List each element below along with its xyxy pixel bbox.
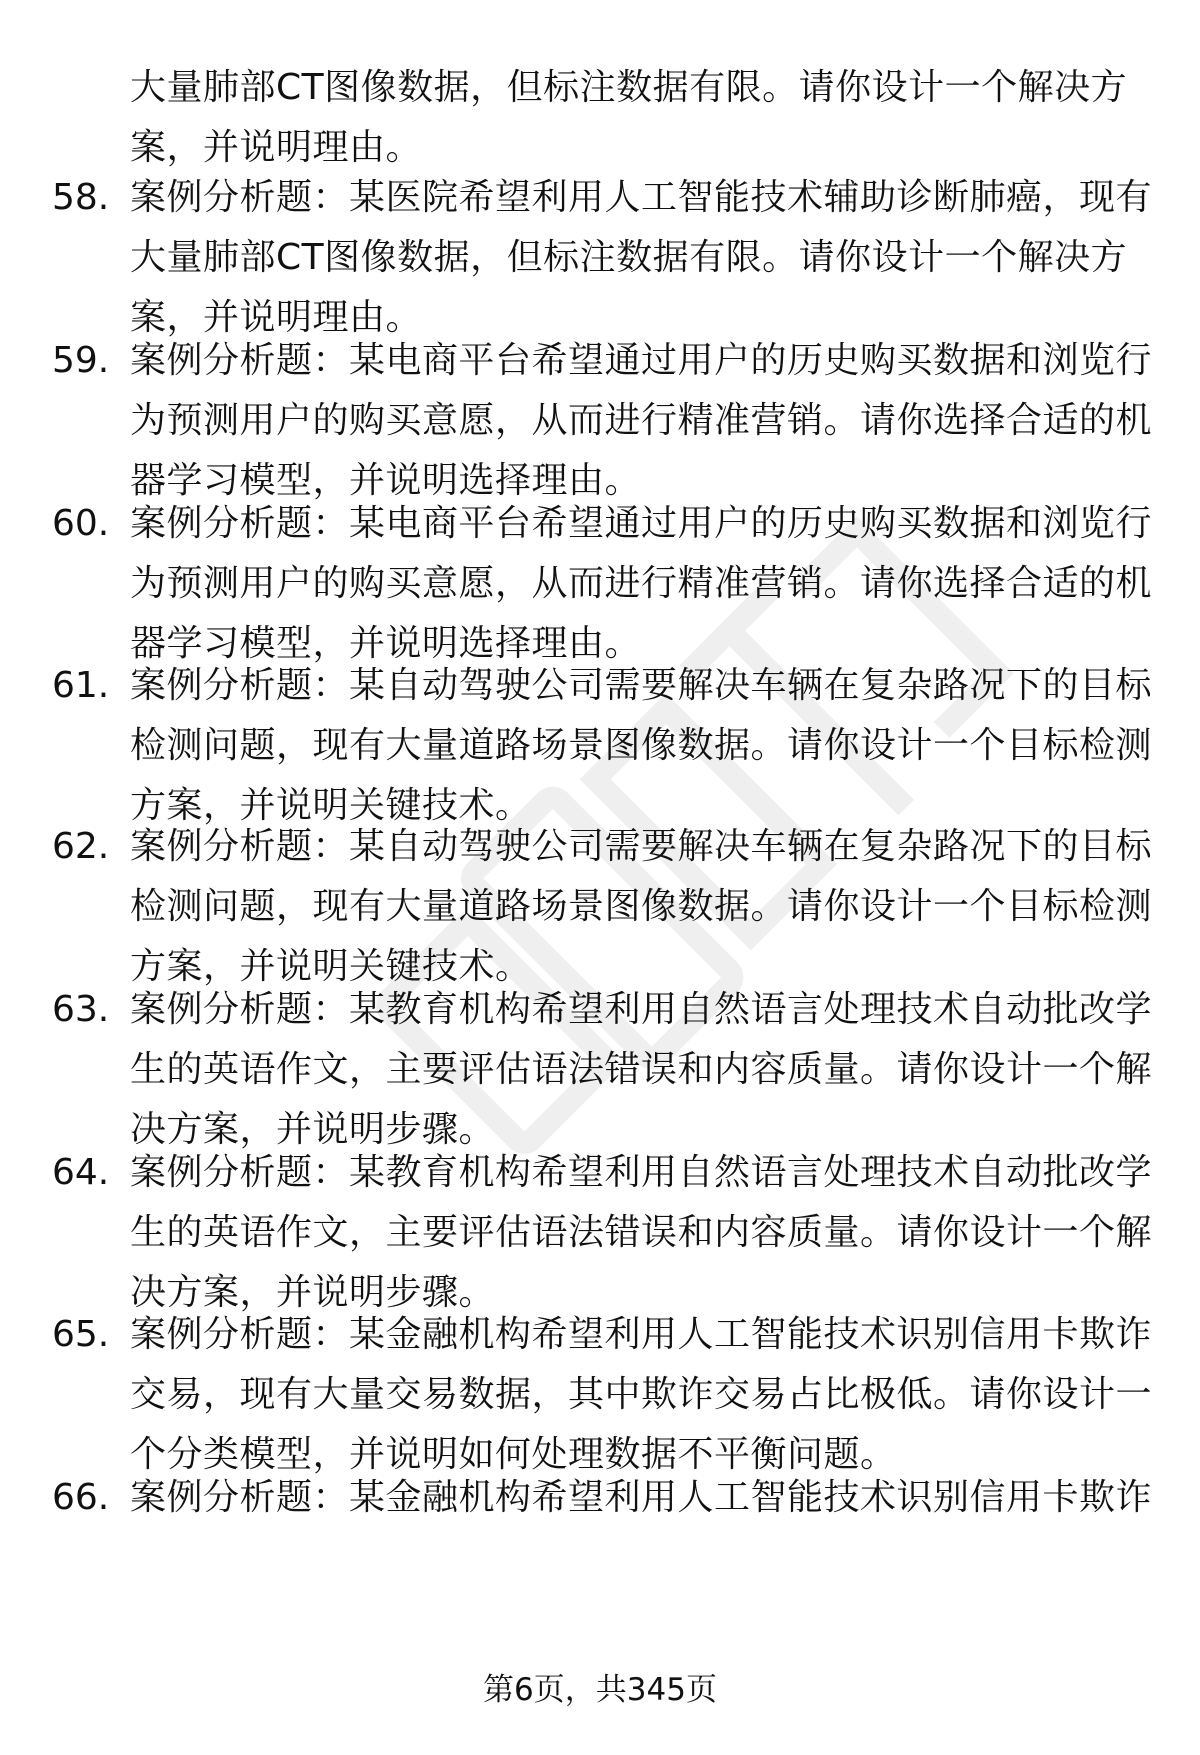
question-item <box>52 168 1153 348</box>
question-text <box>130 980 1153 1160</box>
text-line: 器学习模型，并说明选择理由。 <box>130 460 642 501</box>
question-item <box>52 1305 1153 1485</box>
text-line: 大量肺部CT图像数据，但标注数据有限。请你设计一个解决方 <box>130 237 1128 278</box>
question-text <box>130 331 1153 511</box>
page-footer: 第6页，共345页 <box>483 1672 717 1708</box>
text-line: 生的英语作文，主要评估语法错误和内容质量。请你设计一个解 <box>130 1049 1153 1090</box>
text-line: 为预测用户的购买意愿，从而进行精准营销。请你选择合适的机 <box>130 400 1153 441</box>
text-line: 方案，并说明关键技术。 <box>130 946 532 987</box>
question-item <box>52 980 1153 1160</box>
question-number: 64. <box>52 1152 110 1193</box>
text-line: 案例分析题：某自动驾驶公司需要解决车辆在复杂路况下的目标 <box>130 826 1153 867</box>
text-line: 检测问题，现有大量道路场景图像数据。请你设计一个目标检测 <box>130 886 1153 927</box>
text-line: 检测问题，现有大量道路场景图像数据。请你设计一个目标检测 <box>130 725 1153 766</box>
question-item <box>52 1468 1153 1528</box>
question-item <box>52 817 1153 997</box>
question-number: 59. <box>52 340 110 381</box>
text-line: 大量肺部CT图像数据，但标注数据有限。请你设计一个解决方 <box>130 67 1128 108</box>
text-line: 案例分析题：某教育机构希望利用自然语言处理技术自动批改学 <box>130 989 1153 1030</box>
text-line: 决方案，并说明步骤。 <box>130 1272 496 1313</box>
question-item <box>52 494 1153 674</box>
text-line: 案例分析题：某金融机构希望利用人工智能技术识别信用卡欺诈 <box>130 1314 1153 1355</box>
question-item <box>52 331 1153 511</box>
question-item <box>52 1143 1153 1323</box>
text-line: 交易，现有大量交易数据，其中欺诈交易占比极低。请你设计一 <box>130 1374 1153 1415</box>
question-number: 65. <box>52 1314 110 1355</box>
question-text <box>130 1305 1153 1485</box>
question-number: 62. <box>52 826 110 867</box>
question-text <box>130 168 1153 348</box>
question-number: 60. <box>52 503 110 544</box>
question-number: 61. <box>52 665 110 706</box>
question-text <box>130 817 1153 997</box>
question-number: 63. <box>52 989 110 1030</box>
question-text <box>130 494 1153 674</box>
text-line: 决方案，并说明步骤。 <box>130 1109 496 1150</box>
text-line: 器学习模型，并说明选择理由。 <box>130 623 642 664</box>
continued-question-text <box>130 58 1140 178</box>
question-number: 66. <box>52 1477 110 1518</box>
question-number: 58. <box>52 177 110 218</box>
question-text <box>130 656 1153 836</box>
text-line: 案，并说明理由。 <box>130 127 423 168</box>
question-item <box>52 656 1153 836</box>
question-text <box>130 1143 1153 1323</box>
question-text <box>130 1468 1153 1528</box>
text-line: 案例分析题：某教育机构希望利用自然语言处理技术自动批改学 <box>130 1152 1153 1193</box>
text-line: 案例分析题：某电商平台希望通过用户的历史购买数据和浏览行 <box>130 340 1153 381</box>
text-line: 为预测用户的购买意愿，从而进行精准营销。请你选择合适的机 <box>130 563 1153 604</box>
text-line: 方案，并说明关键技术。 <box>130 785 532 826</box>
text-line: 案例分析题：某医院希望利用人工智能技术辅助诊断肺癌，现有 <box>130 177 1153 218</box>
text-line: 案例分析题：某金融机构希望利用人工智能技术识别信用卡欺诈 <box>130 1477 1153 1518</box>
text-line: 生的英语作文，主要评估语法错误和内容质量。请你设计一个解 <box>130 1212 1153 1253</box>
text-line: 个分类模型，并说明如何处理数据不平衡问题。 <box>130 1434 897 1475</box>
text-line: 案，并说明理由。 <box>130 297 423 338</box>
text-line: 案例分析题：某电商平台希望通过用户的历史购买数据和浏览行 <box>130 503 1153 544</box>
text-line: 案例分析题：某自动驾驶公司需要解决车辆在复杂路况下的目标 <box>130 665 1153 706</box>
